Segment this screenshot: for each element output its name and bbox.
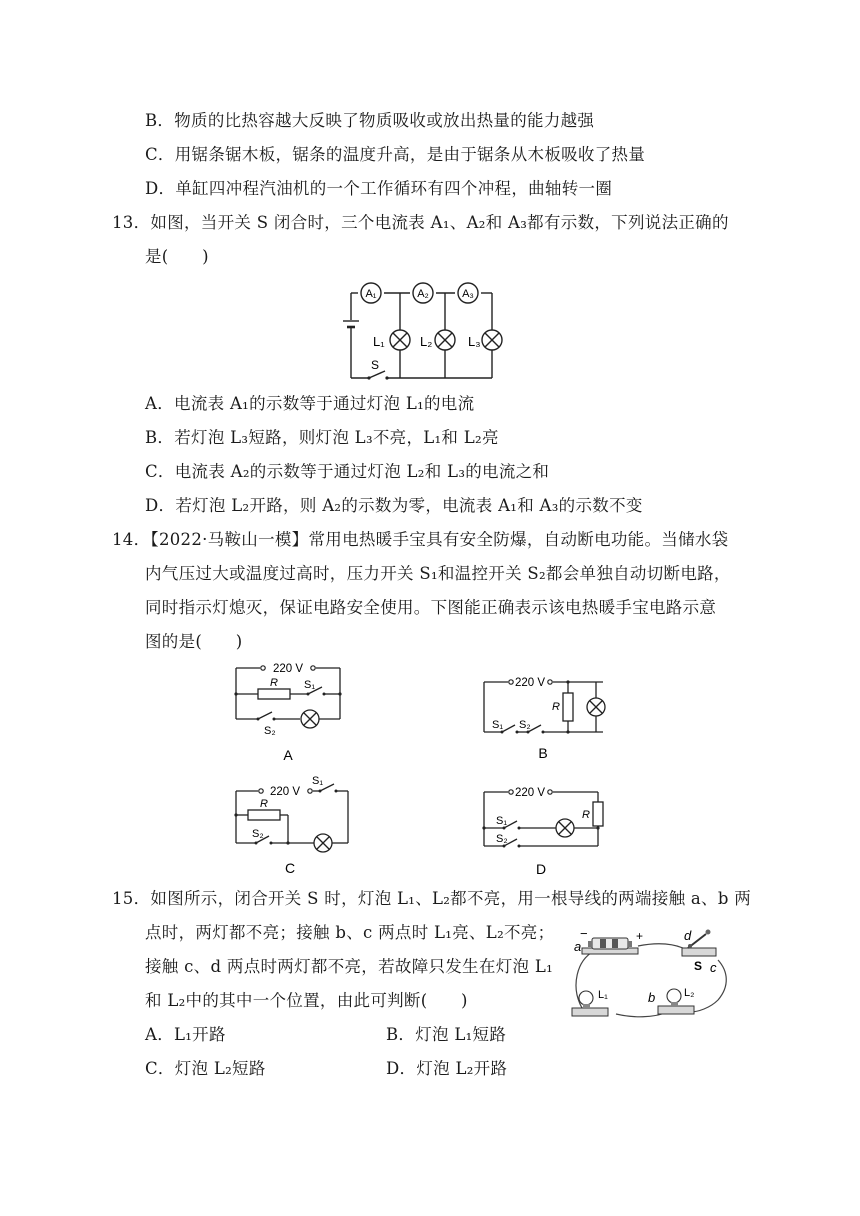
- svg-text:R: R: [552, 701, 560, 713]
- caption-d: D: [535, 861, 547, 877]
- svg-text:R: R: [270, 677, 278, 689]
- svg-text:S: S: [694, 959, 703, 973]
- lamp-icon: [314, 834, 332, 852]
- svg-text:R: R: [582, 809, 590, 821]
- svg-text:L₂: L₂: [684, 987, 695, 999]
- svg-text:S₂: S₂: [496, 833, 508, 845]
- q15-stem-line2: 点时，两灯都不亮；接触 b、c 两点时 L₁亮、L₂不亮；: [145, 923, 555, 942]
- q14-stem-line1: 14．【2022·马鞍山一模】常用电热暖手宝具有安全防爆，自动断电功能。当储水袋: [112, 530, 729, 549]
- q15-option-d: D．灯泡 L₂开路: [386, 1059, 508, 1078]
- svg-text:220 V: 220 V: [514, 677, 546, 689]
- q14-circuit-b: [478, 670, 613, 770]
- a3-label: A₃: [462, 288, 474, 300]
- svg-text:S₂: S₂: [252, 828, 264, 840]
- a1-label: A₁: [365, 288, 377, 300]
- svg-text:b: b: [648, 990, 656, 1005]
- svg-text:220 V: 220 V: [272, 663, 304, 675]
- caption-c: C: [284, 860, 296, 876]
- svg-text:S₁: S₁: [312, 775, 324, 787]
- caption-a: A: [283, 747, 293, 763]
- caption-b: B: [538, 745, 548, 761]
- l2-label: L₂: [420, 334, 433, 349]
- q12-option-d: D．单缸四冲程汽油机的一个工作循环有四个冲程，曲轴转一圈: [145, 179, 613, 198]
- q14-stem-line4: 图的是( ): [145, 632, 243, 651]
- q12-option-c: C．用锯条锯木板，锯条的温度升高，是由于锯条从木板吸收了热量: [145, 145, 646, 164]
- q15-option-c: C．灯泡 L₂短路: [145, 1059, 266, 1078]
- q13-stem-line2: 是( ): [145, 247, 209, 266]
- svg-text:S₁: S₁: [492, 719, 504, 731]
- q15-option-a: A．L₁开路: [145, 1025, 226, 1044]
- svg-text:d: d: [684, 928, 692, 943]
- q12-option-b: B．物质的比热容越大反映了物质吸收或放出热量的能力越强: [145, 111, 595, 130]
- q14-circuit-a: [228, 658, 348, 768]
- lamp-icon: [301, 710, 319, 728]
- l1-label: L₁: [373, 334, 385, 349]
- q13-stem-line1: 13．如图，当开关 S 闭合时，三个电流表 A₁、A₂和 A₃都有示数，下列说法正确的: [112, 213, 729, 232]
- svg-text:a: a: [574, 939, 582, 954]
- s-label: S: [371, 358, 380, 372]
- svg-text:S₂: S₂: [519, 719, 531, 731]
- q14-stem-line2: 内气压过大或温度过高时，压力开关 S₁和温控开关 S₂都会单独自动切断电路，: [145, 564, 731, 583]
- q14-circuit-d: [478, 780, 613, 880]
- svg-text:+: +: [636, 929, 644, 943]
- q14-circuit-c: [228, 772, 358, 880]
- q15-physical-circuit: [568, 926, 738, 1026]
- svg-text:L₁: L₁: [598, 989, 608, 1001]
- q14-stem-line3: 同时指示灯熄灭，保证电路安全使用。下图能正确表示该电热暖手宝电路示意: [145, 598, 717, 617]
- q15-stem-line1: 15．如图所示，闭合开关 S 时，灯泡 L₁、L₂都不亮，用一根导线的两端接触 a、b 两: [112, 889, 752, 908]
- q13-option-c: C．电流表 A₂的示数等于通过灯泡 L₂和 L₃的电流之和: [145, 462, 550, 481]
- svg-text:S₁: S₁: [304, 679, 316, 691]
- q13-option-b: B．若灯泡 L₃短路，则灯泡 L₃不亮，L₁和 L₂亮: [145, 428, 499, 447]
- lamp-l1-icon: [390, 330, 410, 350]
- q13-option-a: A．电流表 A₁的示数等于通过灯泡 L₁的电流: [145, 394, 475, 413]
- svg-text:220 V: 220 V: [269, 786, 301, 798]
- q15-stem-line4: 和 L₂中的其中一个位置，由此可判断( ): [145, 991, 468, 1010]
- battery-icon: [582, 938, 638, 954]
- q15-stem-line3: 接触 c、d 两点时两灯都不亮，若故障只发生在灯泡 L₁: [145, 957, 554, 976]
- lamp-l3-icon: [482, 330, 502, 350]
- svg-text:S₂: S₂: [264, 725, 276, 737]
- svg-text:R: R: [260, 798, 268, 810]
- q13-option-d: D．若灯泡 L₂开路，则 A₂的示数为零，电流表 A₁和 A₃的示数不变: [145, 496, 643, 515]
- q13-circuit-diagram: [335, 278, 510, 384]
- svg-text:S₁: S₁: [496, 815, 508, 827]
- q15-option-b: B．灯泡 L₁短路: [386, 1025, 507, 1044]
- lamp-icon: [556, 819, 574, 837]
- svg-text:220 V: 220 V: [514, 787, 546, 799]
- a2-label: A₂: [417, 288, 429, 300]
- svg-text:−: −: [580, 926, 588, 941]
- lamp-l2-icon: [435, 330, 455, 350]
- l3-label: L₃: [468, 334, 481, 349]
- svg-text:c: c: [710, 960, 717, 975]
- lamp-icon: [587, 698, 605, 716]
